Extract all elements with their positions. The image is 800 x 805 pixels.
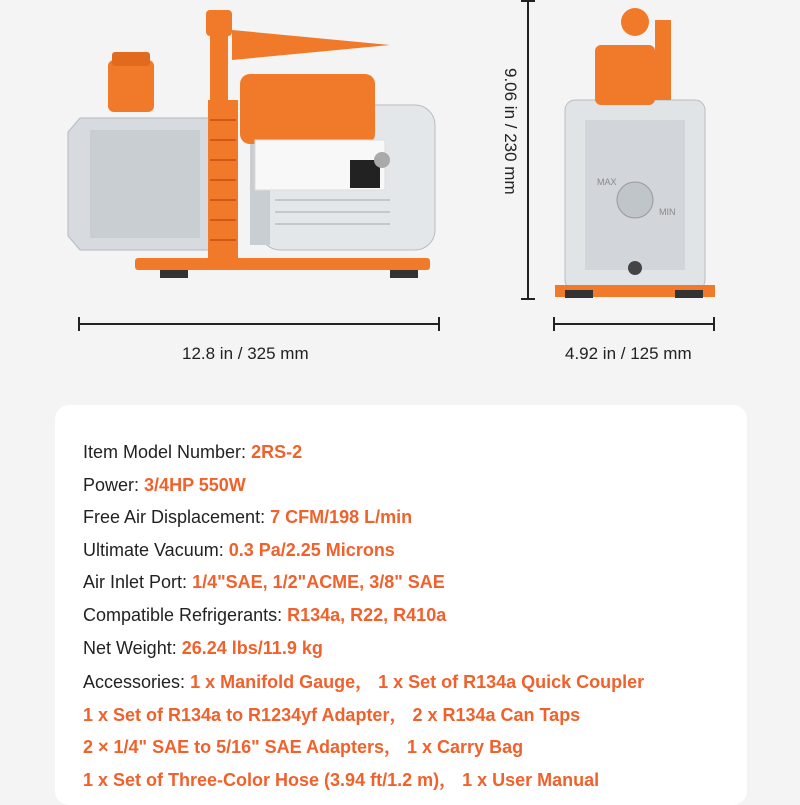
spec-weight-label: Net Weight: (83, 638, 177, 658)
spec-refrigerants (83, 603, 446, 627)
spec-displacement (83, 505, 412, 529)
spec-accessories-line2: 1 x Set of R134a to R1234yf Adapter， 2 x R134a Can Taps (83, 705, 581, 725)
product-stage (0, 0, 800, 400)
spec-inlet-value: 1/4"SAE, 1/2"ACME, 3/8" SAE (192, 572, 445, 592)
spec-displacement-value: 7 CFM/198 L/min (270, 507, 413, 527)
gauge-min-mark: MIN (659, 207, 676, 217)
spec-vacuum-label: Ultimate Vacuum: (83, 540, 224, 560)
spec-model (83, 440, 302, 464)
gauge-max-mark: MAX (597, 177, 617, 187)
spec-power (83, 473, 246, 497)
spec-displacement-label: Free Air Displacement: (83, 507, 266, 527)
spec-accessories (83, 670, 644, 694)
spec-model-value: 2RS-2 (251, 442, 303, 462)
length-dimension-label: 12.8 in / 325 mm (182, 344, 309, 363)
spec-power-label: Power: (83, 475, 140, 495)
spec-power-value: 3/4HP 550W (144, 475, 246, 495)
spec-accessories-row2 (83, 703, 580, 727)
spec-vacuum (83, 538, 395, 562)
width-dimension-label: 4.92 in / 125 mm (565, 344, 692, 363)
spec-accessories-line4: 1 x Set of Three-Color Hose (3.94 ft/1.2 m)， 1 x User Manual (83, 770, 600, 790)
spec-accessories-line1: 1 x Manifold Gauge， 1 x Set of R134a Quick Coupler (190, 672, 645, 692)
spec-accessories-line3: 2 × 1/4" SAE to 5/16" SAE Adapters， 1 x Carry Bag (83, 737, 524, 757)
spec-inlet-label: Air Inlet Port: (83, 572, 188, 592)
height-dimension-label: 9.06 in / 230 mm (501, 68, 520, 195)
spec-weight (83, 636, 323, 660)
spec-refrigerants-label: Compatible Refrigerants: (83, 605, 283, 625)
length-dimension-line (78, 323, 440, 325)
pump-side-view (60, 0, 460, 290)
spec-vacuum-value: 0.3 Pa/2.25 Microns (228, 540, 395, 560)
spec-refrigerants-value: R134a, R22, R410a (287, 605, 447, 625)
width-dimension-line (553, 323, 715, 325)
spec-accessories-row4 (83, 768, 599, 792)
spec-accessories-row3 (83, 735, 523, 759)
spec-model-label: Item Model Number: (83, 442, 247, 462)
spec-inlet (83, 570, 445, 594)
spec-weight-value: 26.24 lbs/11.9 kg (181, 638, 323, 658)
height-dimension-line (527, 0, 529, 300)
spec-accessories-label: Accessories: (83, 672, 186, 692)
pump-front-view (555, 0, 715, 300)
specs-card (55, 405, 747, 805)
